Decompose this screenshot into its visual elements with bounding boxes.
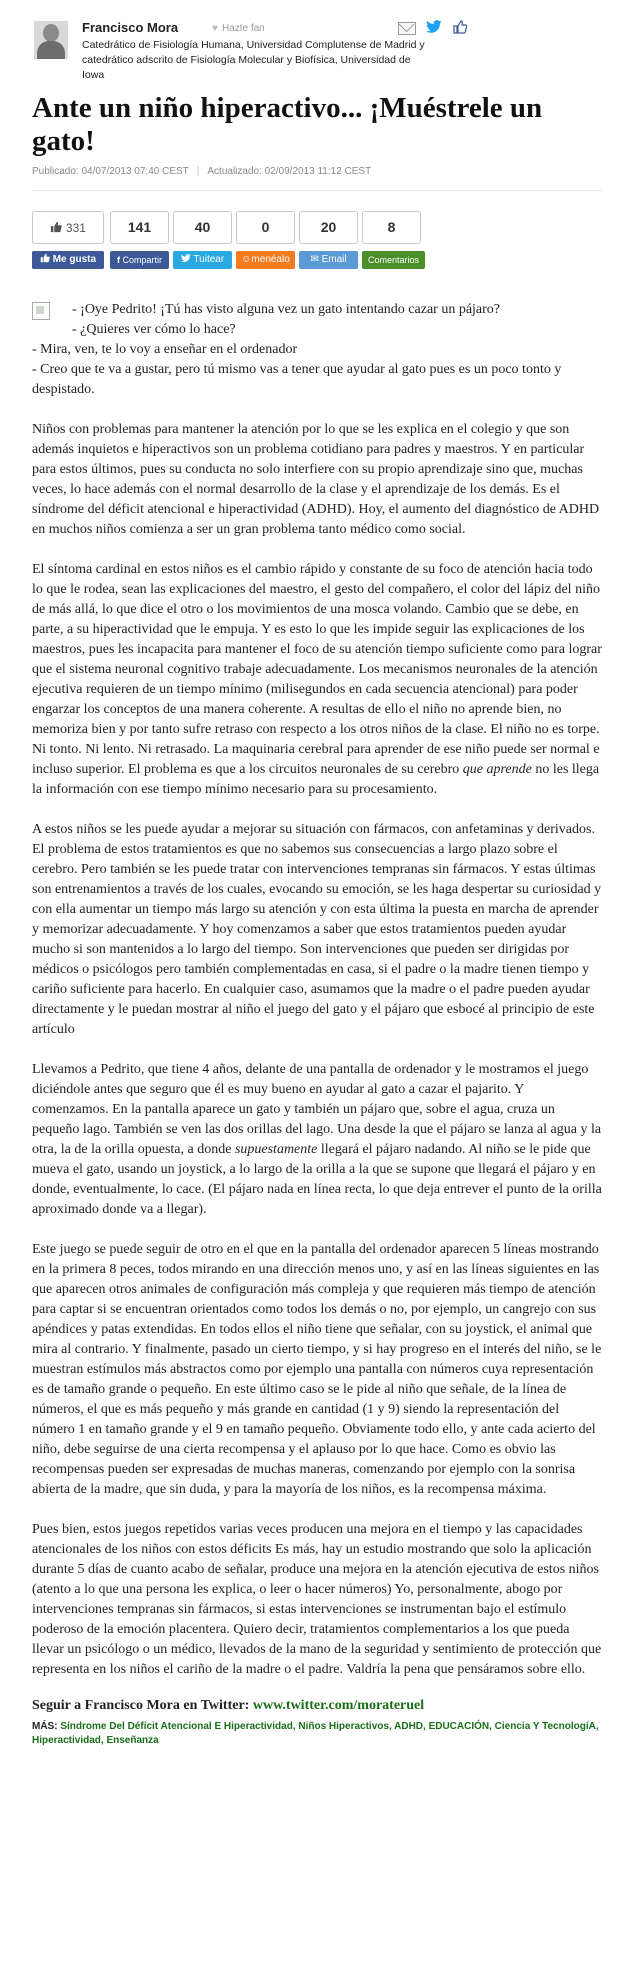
emphasis: supuestamente (234, 1142, 318, 1157)
facebook-like-button[interactable] (32, 251, 104, 269)
paragraph: El síntoma cardinal en estos niños es el cambio rápido y constante de su foco de atención hacia todo lo que le rodea, sean las explicaciones del maestro, el gesto del compañero, el color del lápiz del niño de más allá, lo que dice el otro o los movimientos de una mosca volando. Cambio que se debe, en parte, a su hiperactividad que le empuja. Y es esto lo que les impide seguir las explicaciones de los maestros, pues les incapacita para mantener el foco de su atención tiempo suficiente como para lograr que el sistema neuronal cognitivo trabaje adecuadamente. Los mecanismos neuronales de la atención ejecutiva requieren de un tiempo mínimo (milisegundos en cada secuencia atencional) para poder engarzar los conceptos de una manera coherente. A resultas de ello el niño no aprende bien, no memoriza bien y por tanto sufre retraso con respecto a los otros niños de la clase. El niño no es torpe. Ni tonto. Ni lento. Ni retrasado. La maquinaria cerebral para aprender de ese niño puede ser normal e incluso superior. El problema es que a los circuitos neuronales de su cerebro que aprende no les llega la información con ese tiempo mínimo necesario para su procesamiento. (32, 562, 602, 797)
comments-counter[interactable]: 8 (362, 211, 421, 244)
twitter-follow-line (32, 1696, 602, 1716)
mail-icon[interactable] (398, 22, 416, 35)
thumbs-up-icon (50, 219, 66, 235)
fan-label: Hazte fan (221, 23, 265, 34)
article-tags (32, 1720, 602, 1748)
author-avatar[interactable] (34, 21, 68, 59)
facebook-share-counter[interactable]: 141 (110, 211, 169, 244)
author-header (32, 0, 602, 92)
facebook-icon: f (116, 255, 120, 265)
emphasis: que aprende (462, 762, 532, 777)
dialogue-line: - ¿Quieres ver cómo lo hace? (72, 322, 236, 337)
twitter-icon (181, 254, 194, 265)
facebook-share-label: Compartir (122, 255, 163, 265)
facebook-like-label: Me gusta (52, 254, 97, 265)
author-bio: Catedrático de Fisiología Humana, Universidad Complutense de Madrid y catedrático adscrito de Fisiología Molecular y Biofísica, Universidad de Iowa (82, 39, 425, 81)
follow-label: Seguir a Francisco Mora en Twitter: (32, 1698, 250, 1713)
twitter-share-label: Tuitear (193, 254, 225, 265)
article-dialogue (32, 300, 602, 400)
broken-image-icon (32, 302, 50, 320)
comments-label: Comentarios (367, 255, 420, 265)
email-share-button[interactable] (299, 251, 358, 269)
mail-icon: ✉ (310, 254, 319, 265)
email-counter[interactable]: 20 (299, 211, 358, 244)
email-share-label: Email (321, 254, 347, 265)
twitter-share-button[interactable] (173, 251, 232, 269)
header-share-icons (398, 20, 473, 36)
paragraph: Pues bien, estos juegos repetidos varias veces producen una mejora en el tiempo y las capacidades atencionales de los niños con estos déficits Es más, hay un estudio mostrando que solo la aplicación durante 5 días de cuanto acabo de señalar, produce una mejora en la atención ejecutiva de estos niños (atento a lo que una persona les explica, o leer o hacer números) Yo, personalmente, abogo por intervenciones tempranas sin fármacos, si estas intervenciones se instrumentan bajo el estímulo poderoso de la emoción placentera. Quiero decir, tratamientos complementarios a los que pueda llevar un psicólogo o un médico, llevados de la mano de la seguridad y sentimiento de protección que representa en los niños el cariño de la madre o el padre. Valdría la pena que pensáramos sobre ello. (32, 1522, 602, 1677)
updated-date: Actualizado: 02/09/2013 11:12 CEST (207, 166, 372, 177)
fan-button[interactable] (212, 23, 265, 34)
article-title: Ante un niño hiperactivo... ¡Muéstrele un gato! (32, 92, 543, 157)
author-name[interactable]: Francisco Mora (82, 20, 179, 35)
dialogue-line: - Mira, ven, te lo voy a enseñar en el ordenador (32, 342, 298, 357)
tag-links[interactable]: Síndrome Del Déficit Atencional E Hiperactividad, Niños Hiperactivos, ADHD, EDUCACIÓN, Ciencia Y TecnologíA, Hiperactividad, Enseñanza (32, 1721, 599, 1746)
facebook-likes-counter[interactable] (32, 211, 104, 244)
thumbs-up-icon (40, 254, 53, 265)
facebook-share-button[interactable] (110, 251, 169, 269)
heart-icon: ♥ (212, 23, 218, 34)
twitter-profile-link[interactable]: www.twitter.com/morateruel (252, 1698, 425, 1713)
more-label: MÁS: (32, 1721, 58, 1732)
dialogue-line: - Creo que te va a gustar, pero tú mismo vas a tener que ayudar al gato pues es un poco tonto y despistado. (32, 362, 562, 397)
paragraph: Este juego se puede seguir de otro en el que en la pantalla del ordenador aparecen 5 líneas mostrando en la primera 8 peces, todos mirando en una dirección menos uno, y así en las líneas siguientes en las que aparecen otros animales de configuración más compleja y que requieren más tiempo de atención para captar si se encuentran orientados como todos los demás o no, por ejemplo, un cangrejo con sus apéndices y patas extendidas. En todos ellos el niño tiene que señalar, con su joystick, el animal que mira al contrario. Y finalmente, pasado un cierto tiempo, y si hay progreso en el interés del niño, se le muestran estímulos más abstractos como por ejemplo una pantalla con números cuya representación es de tamaño grande o pequeño. En este último caso se le pide al niño que señale, de la línea de números, el que es más pequeño y más grande en cantidad (1 y 9) siendo la representación del número 1 en tamaño grande y el 9 en tamaño pequeño. Obviamente todo ello, y ante cada acierto del niño, debe seguirse de una cierta recompensa y el aplauso por lo que hace. Como es obvio las recompensas pueden ser expresadas de muchas maneras, comenzando por ejemplo con la sonrisa abierta de la madre, que sin duda, y para la mayoría de los niños, es la recompensa máxima. (32, 1242, 602, 1497)
published-date: Publicado: 04/07/2013 07:40 CEST (32, 166, 189, 177)
dialogue-line: - ¡Oye Pedrito! ¡Tú has visto alguna vez un gato intentando cazar un pájaro? (72, 302, 501, 317)
paragraph: A estos niños se les puede ayudar a mejorar su situación con fármacos, con anfetaminas y derivados. El problema de estos tratamientos es que no sabemos sus consecuencias a largo plazo sobre el cerebro. Pero también se les puede tratar con intervenciones tempranas sin fármacos. Y estas últimas son entrenamientos a través de los cuales, evocando su emoción, se les haga despertar su curiosidad y con ella aumentar un tiempo más largo su atención y con esta última la puesta en marcha de aprender y memorizar adecuadamente. Y hoy comenzamos a saber que estos tratamientos pueden ayudar mucho si son mantenidos a lo largo del tiempo. Son intervenciones que pueden ser dirigidas por médicos o psicólogos pero también complementadas en casa, si el padre o la madre tienen tiempo y cariño suficiente para hacerlo. En cualquier caso, asumamos que la madre o el padre pueden ayudar directamente y le puedan mostrar al niño el juego del gato y el pájaro que esbocé al principio de este artículo (32, 822, 602, 1037)
article-body (32, 300, 602, 1748)
meneame-button[interactable] (236, 251, 295, 269)
divider (32, 190, 602, 191)
paragraph: Llevamos a Pedrito, que tiene 4 años, delante de una pantalla de ordenador y le mostramos el juego diciéndole antes que seguro que él es muy bueno en ayudar al gato a cazar el pajarito. Y comenzamos. En la pantalla aparece un gato y también un pájaro que, sobre el agua, cruza un pequeño lago. También se ven las dos orillas del lago. Una desde la que el pájaro se lanza al agua y la otra, la de la orilla opuesta, a donde supuestamente llegará el pájaro nadando. Al niño se le pide que mueva el gato, usando un joystick, a lo largo de la orilla a la que se supone que llegará el pájaro y en donde, eventualmente, lo cace. (El pájaro nada en línea recta, lo que deja entrever el punto de la orilla aproximado donde va a llegar). (32, 1062, 602, 1217)
meneame-icon: ☺ (241, 254, 252, 265)
comments-button[interactable] (362, 251, 425, 269)
meneame-counter[interactable]: 0 (236, 211, 295, 244)
thumbs-up-icon[interactable] (453, 20, 467, 34)
facebook-likes-count: 331 (65, 221, 86, 235)
paragraph: Niños con problemas para mantener la atención por lo que se les explica en el colegio y que son además inquietos e hiperactivos son un problema cotidiano para padres y maestros. Y en particular para estos últimos, pues su conducta no solo interfiere con su propio aprendizaje sino que, muchas veces, lo hace además con el normal desarrollo de la clase y el aprendizaje de los demás. Es el síndrome del déficit atencional e hiperactividad (ADHD). Hoy, el aumento del diagnóstico de ADHD en muchos niños comienza a ser un gran problema tanto médico como social. (32, 422, 600, 537)
twitter-icon[interactable] (426, 20, 442, 34)
article-dates: Publicado: 04/07/2013 07:40 CEST | Actualizado: 02/09/2013 11:12 CEST (32, 166, 372, 177)
twitter-counter[interactable]: 40 (173, 211, 232, 244)
meneame-label: menéalo (251, 254, 290, 265)
page (32, 0, 602, 1746)
